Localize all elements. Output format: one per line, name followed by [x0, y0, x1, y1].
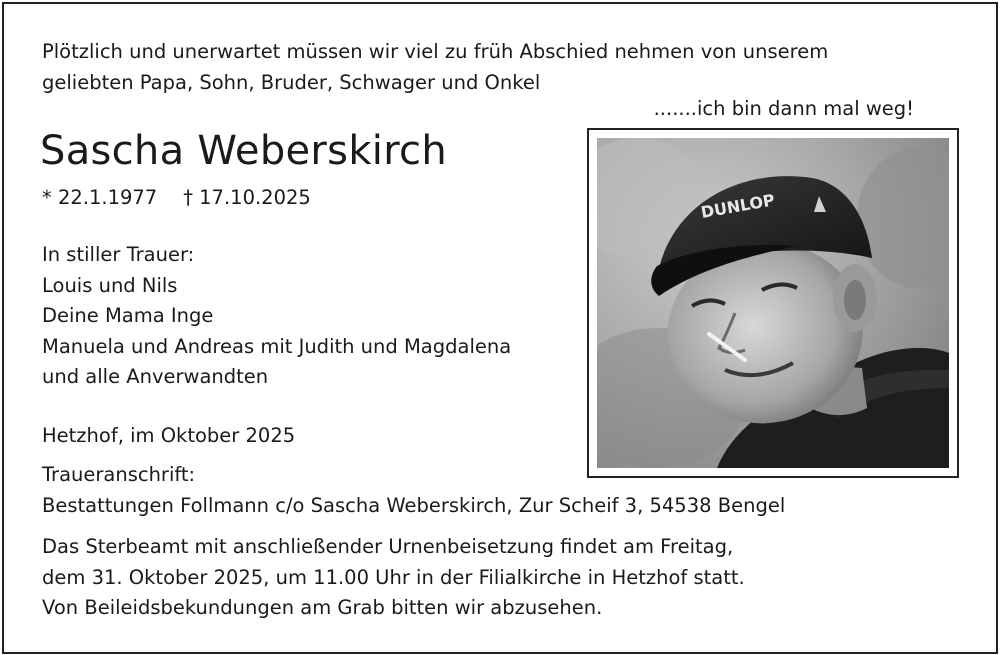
- life-dates: [42, 184, 311, 212]
- motto: .......ich bin dann mal weg!: [653, 97, 914, 120]
- portrait-illustration: [597, 138, 949, 468]
- ceremony-line-1: Das Sterbeamt mit anschließender Urnenbeisetzung findet am Freitag,: [42, 535, 734, 558]
- intro-text: [42, 36, 958, 98]
- mourner-line: Louis und Nils: [42, 273, 178, 297]
- death-date: † 17.10.2025: [183, 186, 311, 209]
- address-value: Bestattungen Follmann c/o Sascha Weberskirch, Zur Scheif 3, 54538 Bengel: [42, 493, 786, 517]
- portrait-photo: [597, 138, 949, 468]
- intro-line-1: Plötzlich und unerwartet müssen wir viel zu früh Abschied nehmen von unserem: [42, 40, 829, 63]
- mourners-block: [42, 240, 511, 393]
- ceremony-block: [42, 532, 745, 624]
- deceased-name: Sascha Weberskirch: [40, 128, 448, 174]
- ceremony-line-3: Von Beileidsbekundungen am Grab bitten wir abzusehen.: [42, 596, 603, 619]
- intro-line-2: geliebten Papa, Sohn, Bruder, Schwager und Onkel: [42, 71, 541, 94]
- address-label: Traueranschrift:: [42, 463, 196, 486]
- portrait-frame: [587, 128, 959, 478]
- mourner-line: Manuela und Andreas mit Judith und Magdalena: [42, 334, 512, 358]
- ceremony-line-2: dem 31. Oktober 2025, um 11.00 Uhr in der Filialkirche in Hetzhof statt.: [42, 565, 745, 589]
- mourners-heading: In stiller Trauer:: [42, 243, 195, 266]
- mourner-line: und alle Anverwandten: [42, 365, 269, 388]
- place-date: Hetzhof, im Oktober 2025: [42, 424, 296, 447]
- cap-logo: DUNLOP: [699, 190, 777, 222]
- birth-date: * 22.1.1977: [42, 186, 158, 209]
- mourner-line: Deine Mama Inge: [42, 304, 214, 327]
